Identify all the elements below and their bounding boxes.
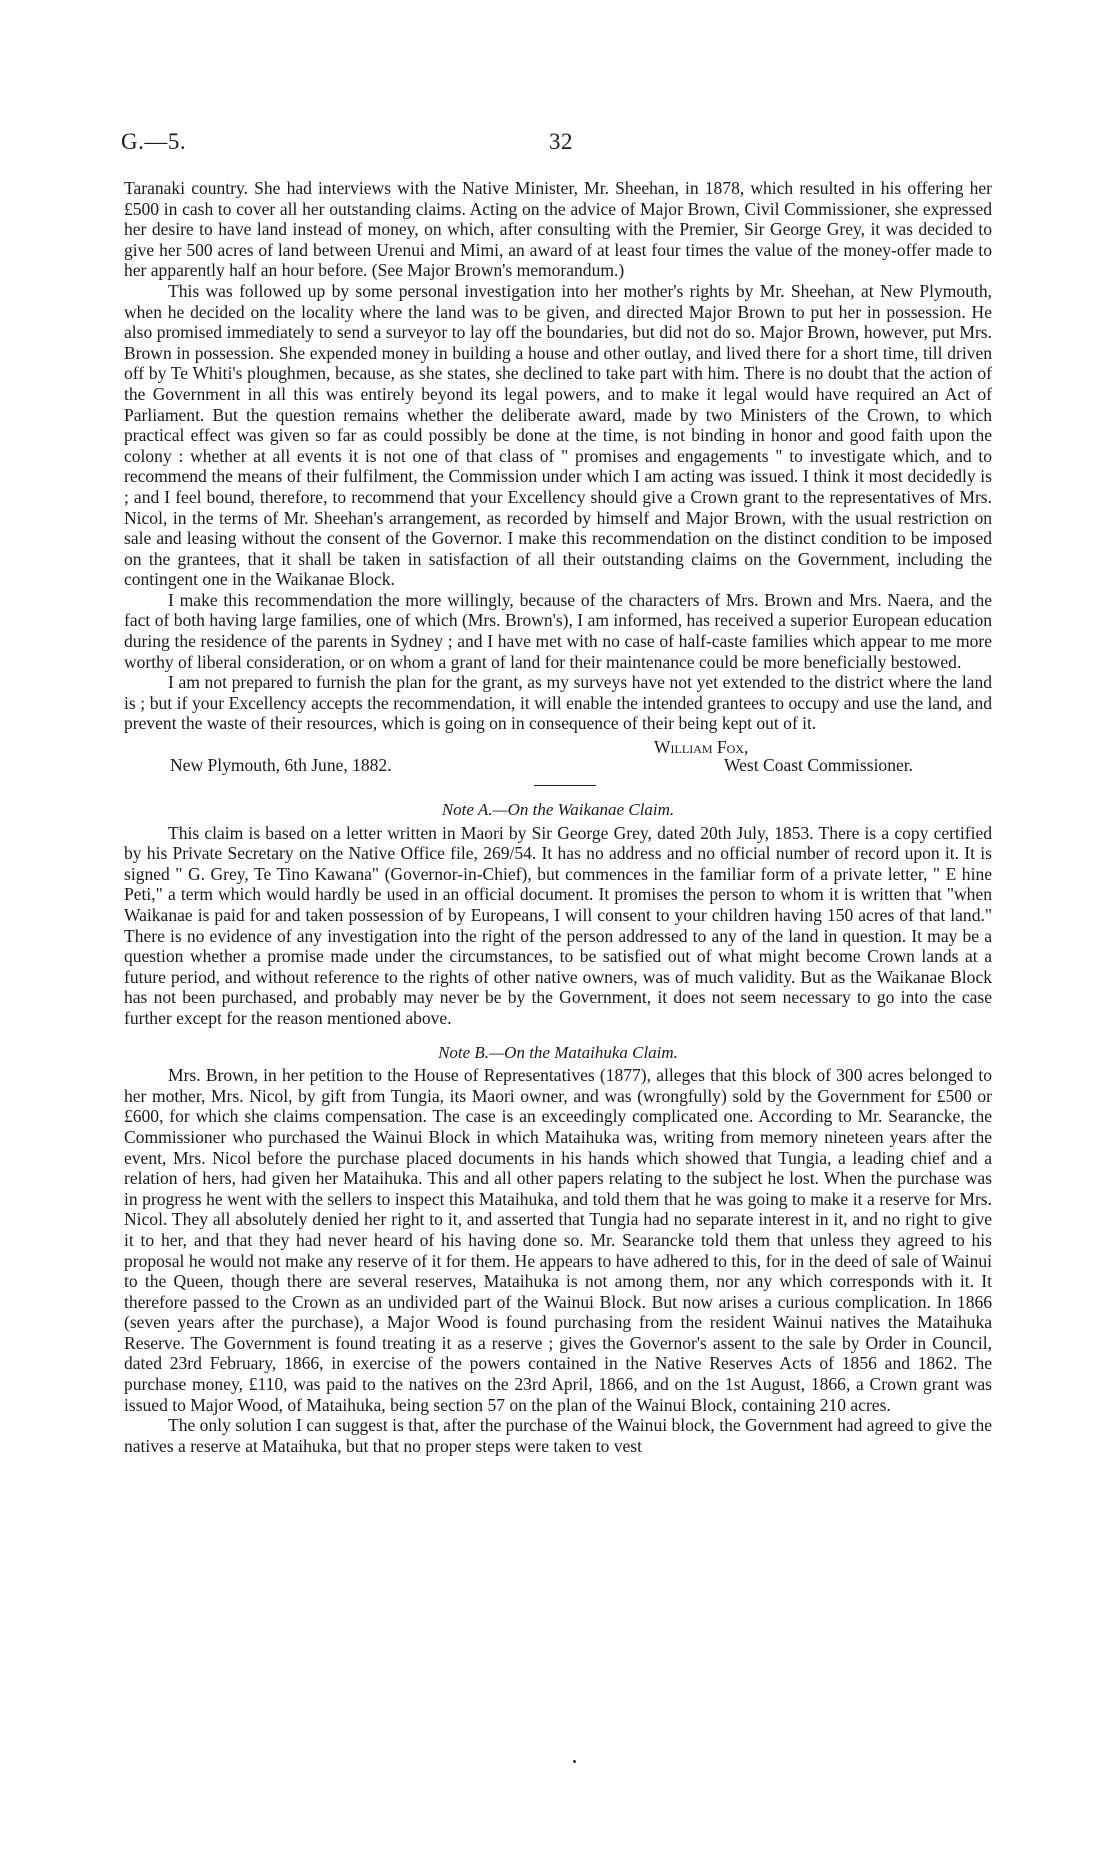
page-number: 32 — [549, 129, 573, 154]
note-a-text: This claim is based on a letter written in Maori by Sir George Grey, dated 20th July, 1853. There is a copy certified by his Private Secretary on the Native Office file, 269/54. It has no address and no official number of record upon it. It is signed " G. Grey, Te Tino Kawana" (Governor-in-Chief), but commences in the familiar form of a private letter, " E hine Peti," a term which would hardly be used in an official document. It promises the person to whom it is written that "when Waikanae is paid for and taken possession of by Europeans, I will consent to your children having 150 acres of that land." There is no evidence of any investigation into the right of the person addressed to any of the land in question. It may be a question whether a promise made under the circumstances, to be satisfied out of what might become Crown lands at a future period, and without reference to the rights of other native owners, was of much validity. But as the Waikanae Block has not been purchased, and probably may never be by the Government, it does not seem necessary to go into the case further except for the reason mentioned above. — [124, 822, 992, 1028]
place-date: New Plymouth, 6th June, 1882. — [170, 755, 392, 776]
note-b-text: Mrs. Brown, in her petition to the House of Representatives (1877), alleges that this block of 300 acres belonged to her mother, Mrs. Nicol, by gift from Tungia, its Maori owner, and was (wrongfully) sold by the Government for £500 or £600, for which she claims compensation. The case is an exceedingly complicated one. According to Mr. Searancke, the Commissioner who purchased the Wainui Block in which Mataihuka was, writing from memory nineteen years after the event, Mrs. Nicol before the purchase placed documents in his hands which showed that Tungia, a leading chief and a relation of hers, had given her Mataihuka. This and all other papers relating to the subject he lost. When the purchase was in progress he went with the sellers to inspect this Mataihuka, and told them that he was going to make it a reserve for Mrs. Nicol. They all absolutely denied her right to it, and asserted that Tungia had no separate interest in it, and no right to give it to her, and that they had never heard of his having done so. Mr. Searancke told them that unless they agreed to his proposal he would not make any reserve of it for them. He appears to have adhered to this, for in the deed of sale of Wainui to the Queen, though there are several reserves, Mataihuka is not among them, nor any which corresponds with it. It therefore passed to the Crown as an undivided part of the Wainui Block. But now arises a curious complication. In 1866 (seven years after the purchase), a Major Wood is found purchasing from the resident Wainui natives the Mataihuka Reserve. The Government is found treating it as a reserve ; gives the Governor's assent to the sale by Order in Council, dated 23rd February, 1866, in exercise of the powers contained in the Native Reserves Acts of 1856 and 1862. The purchase money, £110, was paid to the natives on the 23rd April, 1866, and on the 1st August, 1866, a Crown grant was issued to Major Wood, of Mataihuka, being section 57 on the plan of the Wainui Block, containing 210 acres. — [124, 1065, 992, 1415]
note-b-text-continued: The only solution I can suggest is that, after the purchase of the Wainui block, the Government had agreed to give the natives a reserve at Mataihuka, but that no proper steps were taken to vest — [124, 1415, 992, 1456]
section-divider — [534, 785, 596, 786]
document-reference: G.—5. — [121, 129, 187, 154]
note-b-title: On the Mataihuka Claim. — [504, 1042, 678, 1062]
note-a-heading — [124, 800, 992, 821]
signatory-name: William Fox, — [654, 737, 749, 758]
note-b-prefix: Note B.— — [438, 1042, 505, 1062]
page-mark — [573, 1760, 576, 1763]
signatory-title: West Coast Commissioner. — [724, 755, 913, 776]
note-b-heading — [124, 1043, 992, 1064]
signature-block — [124, 734, 992, 776]
paragraph: Taranaki country. She had interviews with the Native Minister, Mr. Sheehan, in 1878, which resulted in his offering her £500 in cash to cover all her outstanding claims. Acting on the advice of Major Brown, Civil Commissioner, she expressed her desire to have land instead of money, on which, after consulting with the Premier, Sir George Grey, it was decided to give her 500 acres of land between Urenui and Mimi, an award of at least four times the value of the money-offer made to her apparently half an hour before. (See Major Brown's memorandum.) — [124, 178, 992, 281]
paragraph: This was followed up by some personal investigation into her mother's rights by Mr. Sheehan, at New Plymouth, when he decided on the locality where the land was to be given, and directed Major Brown to put her in possession. He also promised immediately to send a surveyor to lay off the boundaries, but did not do so. Major Brown, however, put Mrs. Brown in possession. She expended money in building a house and other outlay, and lived there for a short time, till driven off by Te Whiti's ploughmen, because, as she states, she declined to take part with him. There is no doubt that the action of the Government in all this was entirely beyond its legal powers, and to make it legal would have required an Act of Parliament. But the question remains whether the deliberate award, made by two Ministers of the Crown, to which practical effect was given so far as could possibly be done at the time, is not binding in honor and good faith upon the colony : whether at all events it is not one of that class of " promises and engagements " to investigate which, and to recommend the means of their fulfilment, the Commission under which I am acting was issued. I think it most decidedly is ; and I feel bound, therefore, to recommend that your Excellency should give a Crown grant to the representatives of Mrs. Nicol, in the terms of Mr. Sheehan's arrangement, as recorded by himself and Major Brown, with the usual restriction on sale and leasing without the consent of the Governor. I make this recommendation on the distinct condition to be imposed on the grantees, that it shall be taken in satisfaction of all their outstanding claims on the Government, including the contingent one in the Waikanae Block. — [124, 280, 992, 590]
paragraph: I make this recommendation the more willingly, because of the characters of Mrs. Brown and Mrs. Naera, and the fact of both having large families, one of which (Mrs. Brown's), I am informed, has received a superior European education during the residence of the parents in Sydney ; and I have met with no case of half-caste families which appear to me more worthy of liberal consideration, or on whom a grant of land for their maintenance could be more beneficially bestowed. — [124, 589, 992, 672]
document-body — [124, 178, 992, 1456]
note-a-prefix: Note A.— — [441, 800, 508, 820]
paragraph: I am not prepared to furnish the plan for the grant, as my surveys have not yet extended to the district where the land is ; but if your Excellency accepts the recommendation, it will enable the intended grantees to occupy and use the land, and prevent the waste of their resources, which is going on in consequence of their being kept out of it. — [124, 672, 992, 734]
note-a-title: On the Waikanae Claim. — [507, 800, 675, 820]
